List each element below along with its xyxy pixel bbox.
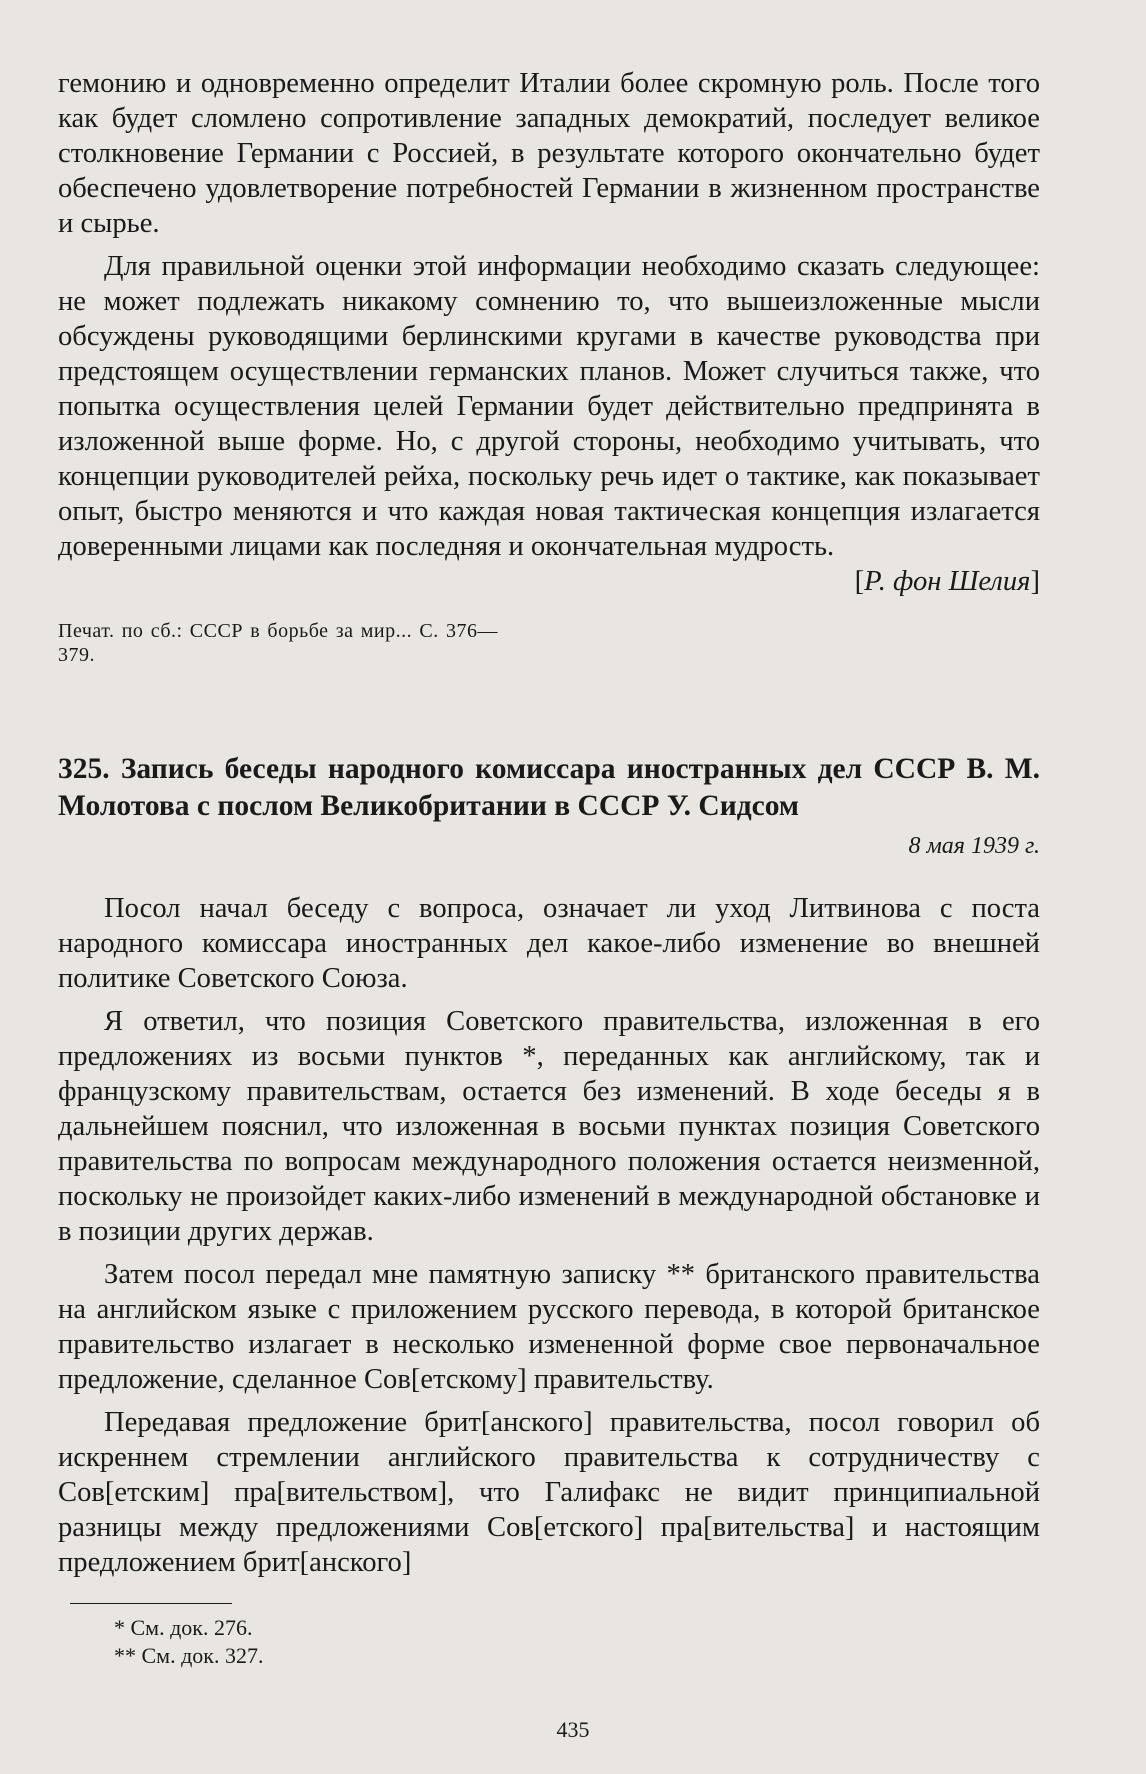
paragraph-body-4: Передавая предложение брит[анского] правительства, посол говорил об искреннем стремлении английского правительства к сотрудничеству с Сов[етским] пра[вительством], что Галифакс не видит принципиальной разницы между предложениями Сов[етского] пра[вительства] и настоящим предложением брит[анского] [58,1407,1040,1578]
paragraph-body-1: Посол начал беседу с вопроса, означает ли уход Литвинова с поста народного комиссара иностранных дел какое-либо изменение во внешней политике Советского Союза. [58,893,1040,994]
paragraph-continuation: гемонию и одновременно определит Италии более скромную роль. После того как будет сломлено сопротивление западных демократий, последует великое столкновение Германии с Россией, в результате которого окончательно будет обеспечено удовлетворение потребностей Германии в жизненном пространстве и сырье. [58,68,1040,239]
signature [58,564,1040,599]
footnote-1: * См. док. 276. [114,1615,253,1640]
paragraph-body-2: Я ответил, что позиция Советского правительства, изложенная в его предложениях из восьми пунктов *, переданных как английскому, так и французскому правительствам, остается без изменений. В ходе беседы я в дальнейшем пояснил, что изложенная в восьми пунктах позиция Советского правительства по вопросам международного положения остается неизменной, поскольку не произойдет каких-либо изменений в международной обстановке и в позиции других держав. [58,1006,1040,1247]
signature-open-bracket: [ [854,566,865,597]
document-number: 325. [58,753,110,785]
footnote-2: ** См. док. 327. [114,1643,264,1668]
signature-close-bracket: ] [1030,566,1040,597]
paragraph-assessment: Для правильной оценки этой информации необходимо сказать следующее: не может подлежать никакому сомнению то, что вышеизложенные мысли обсуждены руководящими берлинскими кругами в качестве руководства при предстоящем осуществлении германских планов. Может случиться также, что попытка осуществления целей Германии будет действительно предпринята в изложенной выше форме. Но, с другой стороны, необходимо учитывать, что концепции руководителей рейха, поскольку речь идет о тактике, как показывает опыт, быстро меняются и что каждая новая тактическая концепция излагается доверенными лицами как последняя и окончательная мудрость. [58,251,1040,562]
source-note: Печат. по сб.: СССР в борьбе за мир... С. 376—379. [58,620,498,666]
document-title: Запись беседы народного комиссара иностранных дел СССР В. М. Молотова с послом Великобритании в СССР У. Сидсом [58,753,1040,822]
page-body [58,66,1040,1580]
signature-name: Р. фон Шелия [864,566,1031,597]
footnotes [114,1614,263,1670]
paragraph-body-3: Затем посол передал мне памятную записку ** британского правительства на английском языке с приложением русского перевода, в которой британское правительство излагает в несколько измененной форме свое первоначальное предложение, сделанное Сов[етскому] правительству. [58,1259,1040,1395]
page-number: 435 [556,1717,590,1742]
footnote-divider [70,1603,232,1604]
document-heading [58,751,1040,825]
document-date: 8 мая 1939 г. [908,833,1040,859]
